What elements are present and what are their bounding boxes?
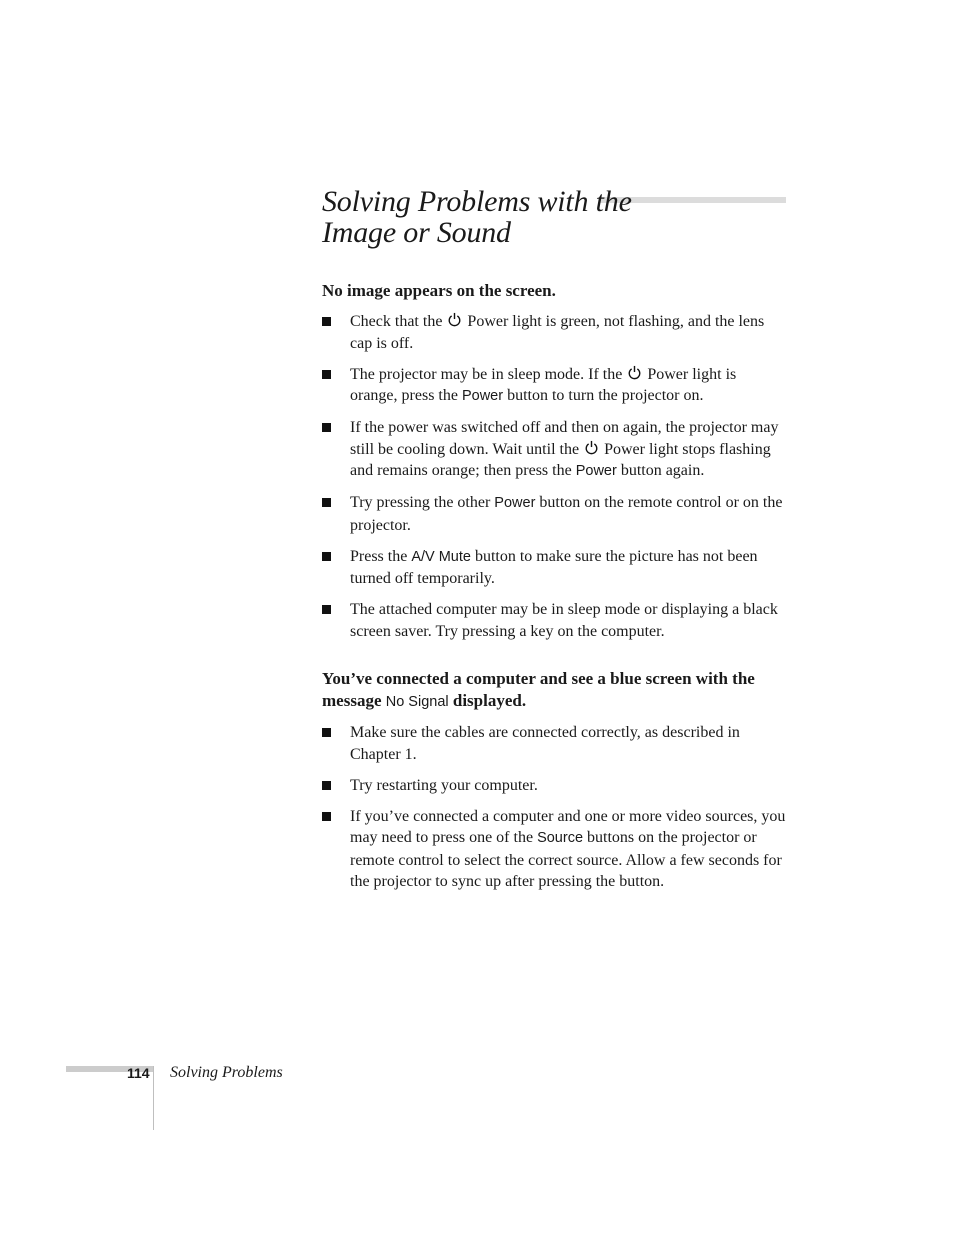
button-name: Source: [537, 830, 584, 846]
bullet-text: If you’ve connected a computer and one or more video sources, you may need to press one of the: [350, 807, 786, 846]
bullet-text: The projector may be in sleep mode. If the: [350, 365, 627, 383]
bullet-square-icon: [322, 423, 331, 432]
power-icon: [447, 312, 462, 327]
bullet-square-icon: [322, 498, 331, 507]
bullet-square-icon: [322, 317, 331, 326]
bullet-list: [322, 722, 786, 893]
list-item: [322, 417, 786, 483]
bullet-text: button again.: [616, 462, 705, 479]
page-title-line-1: Solving Problems with the: [322, 185, 632, 218]
list-item: [322, 364, 786, 408]
heading-text: displayed.: [448, 691, 527, 710]
bullet-text: Try pressing the other: [350, 494, 495, 511]
section-heading: No image appears on the screen.: [322, 281, 556, 300]
button-name: A/V Mute: [411, 548, 471, 565]
bullet-text: The attached computer may be in sleep mode or displaying a black screen saver. Try pressing a key on the computer.: [350, 601, 778, 640]
bullet-text: Press the: [350, 547, 412, 565]
list-item: [322, 806, 786, 893]
button-name: Power: [494, 495, 536, 511]
bullet-text: If the power was switched off and then on again, the projector may still be cooling down. Wait until the: [350, 419, 779, 458]
bullet-text: Power light is orange, press the: [350, 365, 737, 404]
message-text: No Signal: [385, 694, 449, 710]
page-title: [322, 186, 632, 248]
running-title: Solving Problems: [170, 1064, 283, 1081]
section-heading: [322, 668, 786, 713]
bullet-square-icon: [322, 605, 331, 614]
page-title-line-2: Image or Sound: [322, 216, 511, 249]
heading-text: You’ve connected a computer and see a blue screen with the message: [322, 669, 755, 710]
section-no-signal: [322, 668, 786, 902]
list-item: [322, 599, 786, 642]
bullet-text: button on the remote control or on the projector.: [350, 494, 783, 534]
section-no-image: [322, 280, 786, 652]
list-item: [322, 311, 786, 354]
footer-divider: [153, 1066, 154, 1130]
bullet-square-icon: [322, 781, 331, 790]
bullet-text: Check that the: [350, 313, 447, 330]
bullet-text: button to make sure the picture has not been turned off temporarily.: [350, 547, 758, 587]
list-item: [322, 492, 786, 536]
bullet-square-icon: [322, 728, 331, 737]
button-name: Power: [575, 463, 617, 479]
bullet-text: Make sure the cables are connected correctly, as described in Chapter 1.: [350, 724, 740, 763]
bullet-square-icon: [322, 552, 331, 561]
list-item: [322, 546, 786, 590]
bullet-text: button to turn the projector on.: [503, 387, 704, 404]
bullet-text: buttons on the projector or remote control to select the correct source. Allow a few seconds for the projector to sync up after pressing the button.: [350, 829, 782, 890]
bullet-text: Power light stops flashing and remains orange; then press the: [350, 440, 771, 479]
button-name: Power: [461, 388, 504, 404]
bullet-text: Try restarting your computer.: [350, 776, 538, 794]
bullet-list: [322, 311, 786, 642]
bullet-square-icon: [322, 370, 331, 379]
list-item: [322, 722, 786, 765]
bullet-text: Power light is green, not flashing, and the lens cap is off.: [350, 313, 765, 352]
list-item: [322, 775, 786, 797]
power-icon: [584, 440, 599, 455]
page-number: 114: [127, 1065, 150, 1081]
power-icon: [627, 365, 642, 380]
bullet-square-icon: [322, 812, 331, 821]
